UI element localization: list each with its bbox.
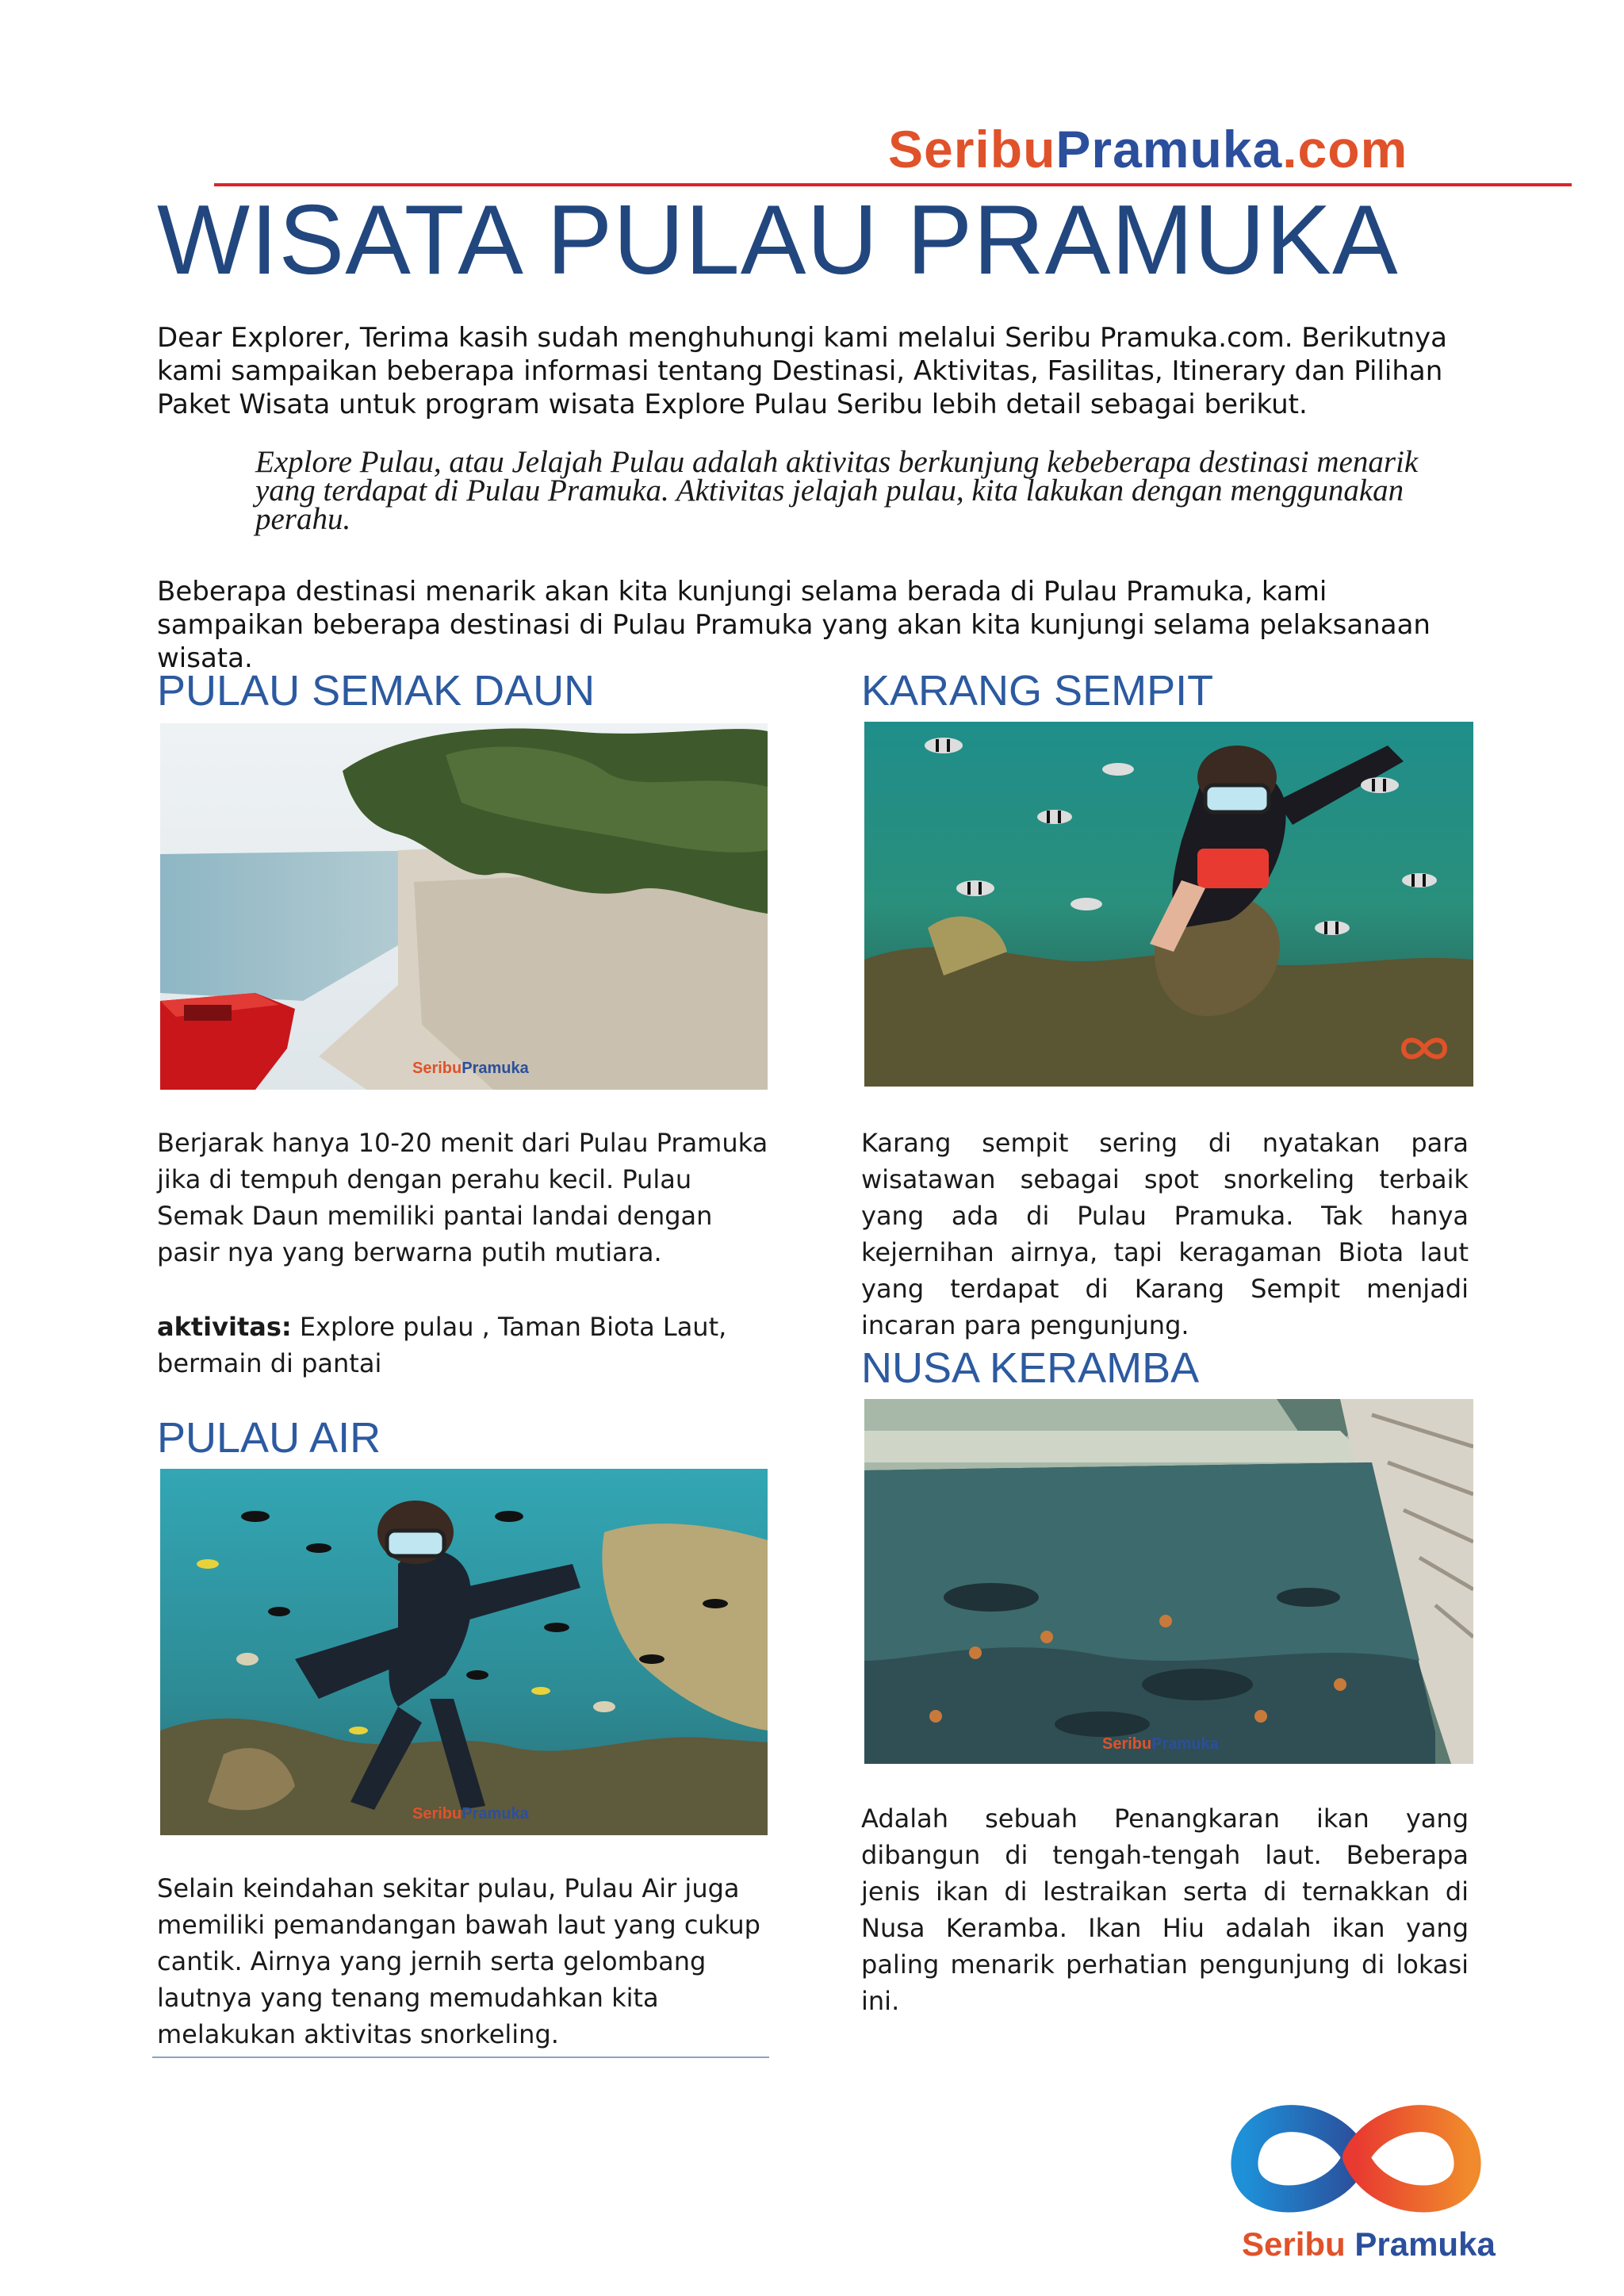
photo-logo-icon xyxy=(1400,1033,1448,1064)
photo-karang-sempit xyxy=(864,722,1473,1087)
photo-watermark: SeribuPramuka xyxy=(1102,1735,1219,1753)
text-pulau-semak-daun: Berjarak hanya 10-20 menit dari Pulau Pramuka jika di tempuh dengan perahu kecil. Pulau Semak Daun memiliki pantai landai dengan pasir nya yang berwarna putih mutiara. xyxy=(157,1128,768,1267)
footer-logo xyxy=(1205,2086,1507,2276)
photo-watermark: SeribuPramuka xyxy=(412,1060,529,1077)
text-nusa-keramba: Adalah sebuah Penangkaran ikan yang dibangun di tengah-tengah laut. Beberapa jenis ikan di lestraikan serta di ternakkan di Nusa Keramba. Ikan Hiu adalah ikan yang paling menarik perhatian pengunjung di lokasi ini. xyxy=(861,1803,1469,2016)
brand-logo-text: SeribuPramuka.com xyxy=(888,120,1408,178)
section-rule xyxy=(152,2056,769,2058)
text-karang-sempit: Karang sempit sering di nyatakan para wisatawan sebagai spot snorkeling terbaik yang ada di Pulau Pramuka. Tak hanya kejernihan airnya, tapi keragaman Biota laut yang terdapat di Karang Sempit menjadi incaran para pengunjung. xyxy=(861,1128,1469,1340)
footer-logo-text: Seribu Pramuka xyxy=(1242,2225,1496,2263)
photo-watermark: SeribuPramuka xyxy=(412,1805,529,1823)
intro-paragraph: Dear Explorer, Terima kasih sudah menghuhungi kami melalui Seribu Pramuka.com. Berikutnya kami sampaikan beberapa informasi tentang Destinasi, Aktivitas, Fasilitas, Itinerary dan Pilihan Paket Wisata untuk program wisata Explore Pulau Seribu lebih detail sebagai berikut. xyxy=(157,322,1448,420)
photo-pulau-air xyxy=(160,1469,768,1835)
page-title: WISATA PULAU PRAMUKA xyxy=(157,186,1399,295)
heading-nusa-keramba: NUSA KERAMBA xyxy=(861,1344,1200,1392)
destinations-intro: Beberapa destinasi menarik akan kita kunjungi selama berada di Pulau Pramuka, kami sampaikan beberapa destinasi di Pulau Pramuka yang akan kita kunjungi selama pelaksanaan wisata. xyxy=(157,576,1431,674)
heading-pulau-semak-daun: PULAU SEMAK DAUN xyxy=(157,667,596,715)
photo-pulau-semak-daun xyxy=(160,723,768,1090)
quote-paragraph: Explore Pulau, atau Jelajah Pulau adalah aktivitas berkunjung kebeberapa destinasi menarik yang terdapat di Pulau Pramuka. Aktivitas jelajah pulau, kita lakukan dengan menggunakan perahu. xyxy=(255,445,1419,536)
footer-logo-icon xyxy=(1205,2086,1507,2229)
heading-karang-sempit: KARANG SEMPIT xyxy=(861,667,1214,715)
photo-nusa-keramba xyxy=(864,1399,1473,1764)
text-pulau-air: Selain keindahan sekitar pulau, Pulau Air juga memiliki pemandangan bawah laut yang cukup cantik. Airnya yang jernih serta gelombang lautnya yang tenang memudahkan kita melakukan aktivitas snorkeling. xyxy=(157,1873,760,2049)
heading-pulau-air: PULAU AIR xyxy=(157,1414,381,1462)
activity-pulau-semak-daun: aktivitas: Explore pulau , Taman Biota Laut, bermain di pantai xyxy=(157,1312,727,1378)
